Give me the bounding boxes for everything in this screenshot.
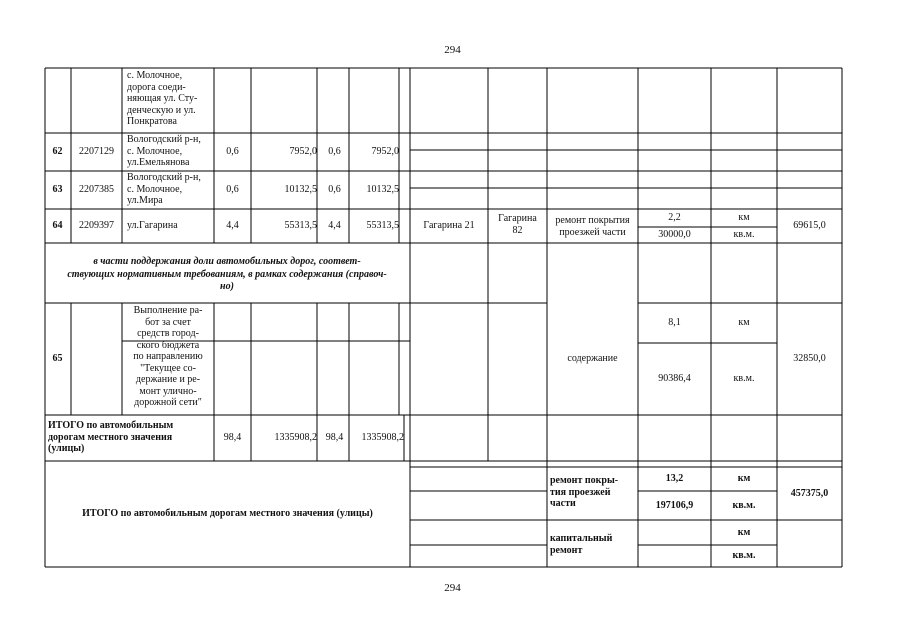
row64-area1: 55313,5: [284, 220, 317, 232]
row64-area2: 55313,5: [366, 220, 399, 232]
row62-len2: 0,6: [328, 146, 341, 158]
row62-code: 2207129: [79, 146, 114, 158]
subtotal-area1: 1335908,2: [274, 432, 317, 444]
row63-area1: 10132,5: [284, 184, 317, 196]
row62-len1: 0,6: [226, 146, 239, 158]
row64-num: 64: [52, 220, 63, 232]
total-work2: капитальный ремонт: [550, 533, 613, 556]
row62-num: 62: [52, 146, 63, 158]
row64-work: ремонт покрытия проезжей части: [555, 215, 630, 238]
page-number-bottom: 294: [444, 582, 461, 594]
subtotal-label: ИТОГО по автомобильным дорогам местного значения (улицы): [48, 420, 174, 454]
total-qty2: 197106,9: [655, 499, 694, 511]
row65-work: содержание: [567, 353, 618, 365]
row65-cost: 32850,0: [793, 353, 826, 365]
row62-name: Вологодский р-н, с. Молочное, ул.Емельянова: [127, 134, 201, 168]
row64-len1: 4,4: [226, 220, 239, 232]
row62-area2: 7952,0: [371, 146, 399, 158]
page-number-top: 294: [444, 44, 461, 56]
row64-name: ул.Гагарина: [127, 220, 178, 232]
row63-num: 63: [52, 184, 63, 196]
row63-name: Вологодский р-н, с. Молочное, ул.Мира: [127, 172, 201, 206]
total-cost: 457375,0: [790, 487, 829, 499]
row63-area2: 10132,5: [366, 184, 399, 196]
subtotal-len1: 98,4: [223, 432, 242, 444]
row64-len2: 4,4: [328, 220, 341, 232]
row64-unit2: кв.м.: [733, 229, 755, 241]
row62-area1: 7952,0: [289, 146, 317, 158]
subtotal-area2: 1335908,2: [361, 432, 404, 444]
row64-qty2: 30000,0: [658, 229, 691, 241]
row65-unit1: км: [738, 317, 750, 329]
total-work1: ремонт покры- тия проезжей части: [550, 475, 619, 509]
row64-to: Гагарина 82: [498, 213, 537, 236]
cont-road-name: с. Молочное, дорога соеди- няющая ул. Сту- денческую и ул. Понкратова: [127, 70, 198, 127]
total-label: ИТОГО по автомобильным дорогам местного значения (улицы): [82, 508, 373, 520]
total-unit3: км: [737, 526, 751, 538]
total-unit4: кв.м.: [732, 550, 756, 562]
row65-unit2: кв.м.: [733, 373, 755, 385]
row64-unit1: км: [738, 212, 750, 224]
row64-code: 2209397: [79, 220, 114, 232]
row63-code: 2207385: [79, 184, 114, 196]
total-unit1: км: [737, 473, 751, 485]
row64-qty1: 2,2: [668, 212, 681, 224]
total-qty1: 13,2: [665, 473, 684, 485]
row63-len2: 0,6: [328, 184, 341, 196]
row65-qty2: 90386,4: [658, 373, 691, 385]
row64-from: Гагарина 21: [423, 220, 475, 232]
row63-len1: 0,6: [226, 184, 239, 196]
section-title: в части поддержания доли автомобильных дорог, соответ- ствующих нормативным требованиям, в рамках содержания (справоч- но): [67, 256, 387, 292]
total-unit2: кв.м.: [732, 499, 756, 511]
row64-cost: 69615,0: [793, 220, 826, 232]
row65-num: 65: [52, 353, 63, 365]
row65-qty1: 8,1: [668, 317, 681, 329]
subtotal-len2: 98,4: [325, 432, 344, 444]
row65-name: Выполнение ра- бот за счет средств город- ского бюджета по направлению "Текущее со- держание и ре- монт улично- дорожной сети": [133, 305, 203, 408]
